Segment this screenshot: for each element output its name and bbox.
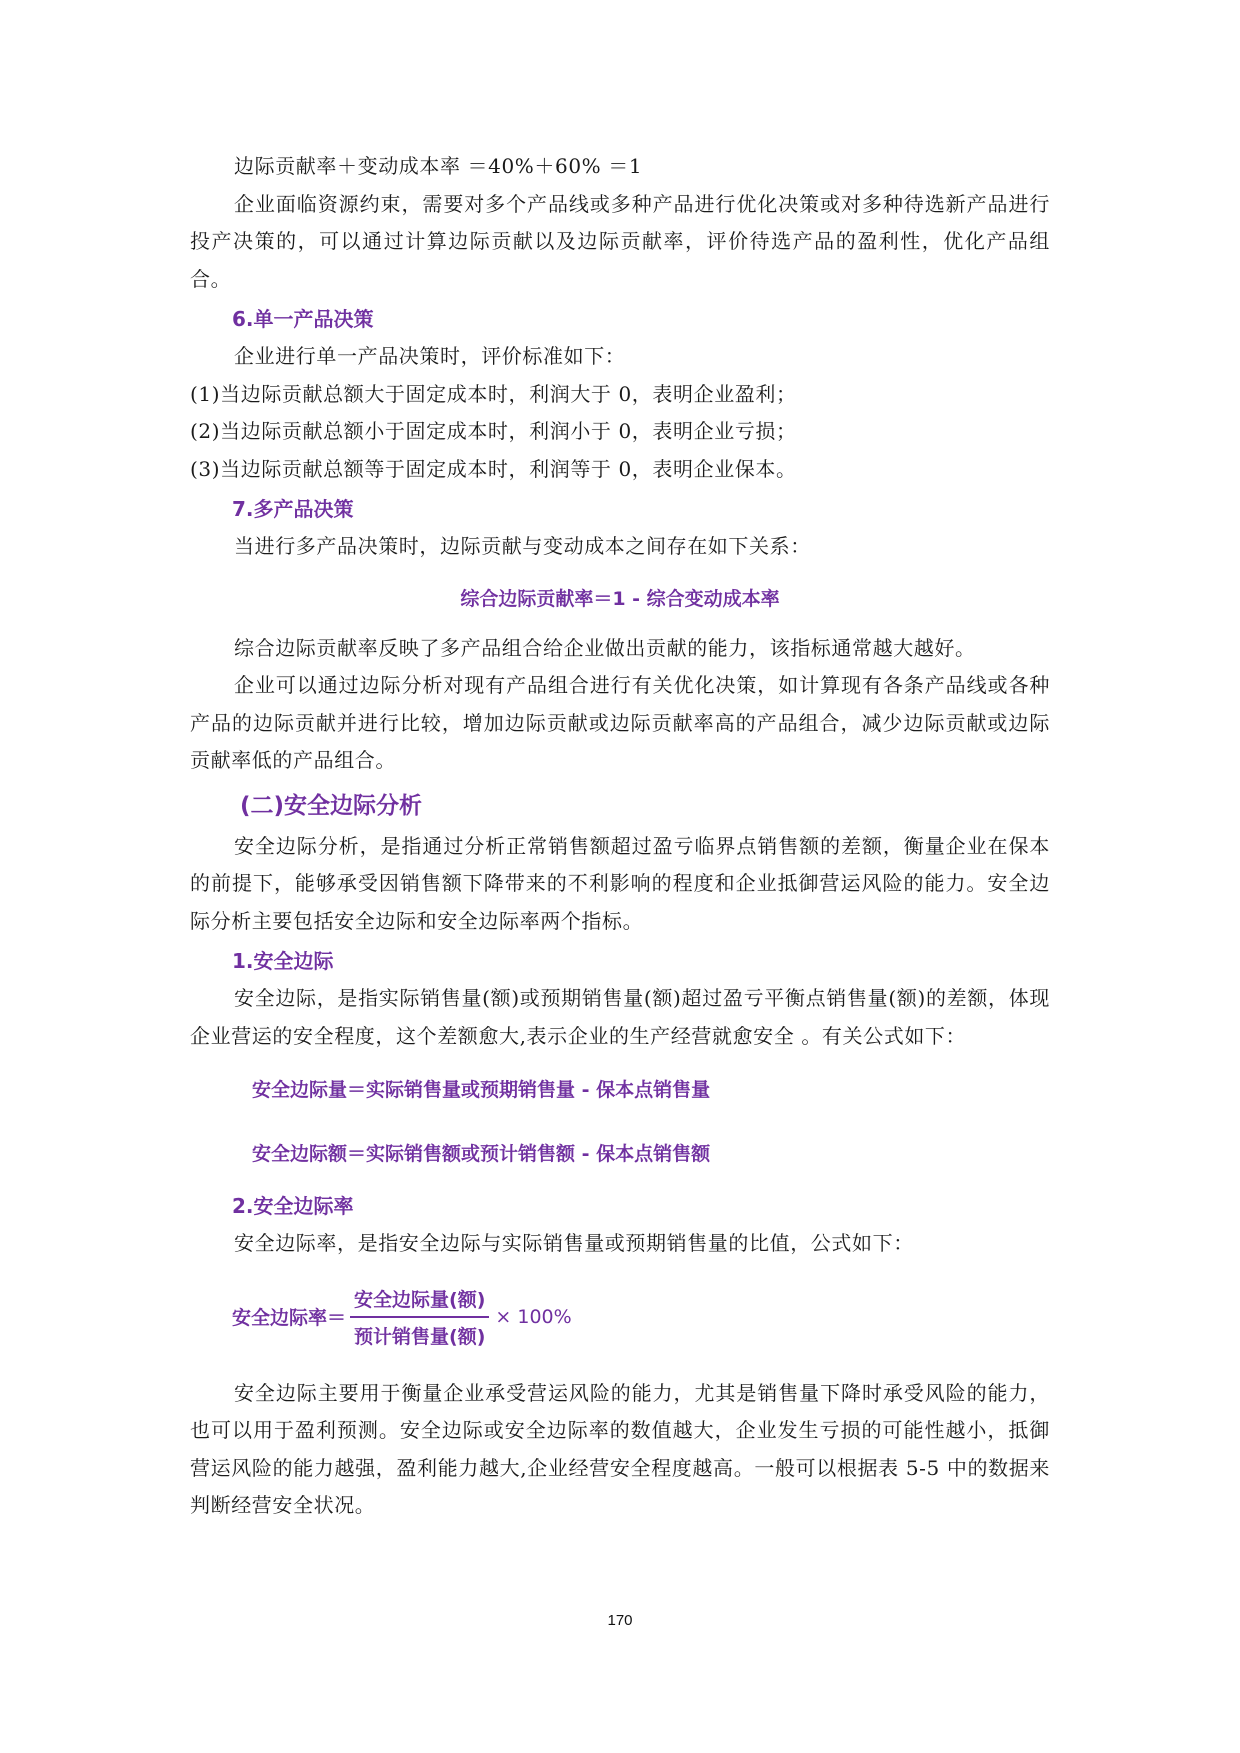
paragraph: 当进行多产品决策时，边际贡献与变动成本之间存在如下关系： <box>234 534 811 558</box>
formula-line: 边际贡献率＋变动成本率 ＝40%＋60% ＝1 <box>234 154 643 178</box>
paragraph: 安全边际分析，是指通过分析正常销售额超过盈亏临界点销售额的差额，衡量企业在保本的前提下，能够承受因销售额下降带来的不利影响的程度和企业抵御营运风险的能力。安全边际分析主要包括安全边际和安全边际率两个指标。 <box>190 833 1050 933</box>
formula-left: 安全边际率＝ <box>232 1307 347 1329</box>
paragraph: 安全边际率，是指安全边际与实际销售量或预期销售量的比值，公式如下： <box>234 1231 914 1255</box>
formula-multiplier: × 100% <box>495 1305 572 1328</box>
section-heading: 2.安全边际率 <box>232 1194 354 1218</box>
paragraph: 企业进行单一产品决策时，评价标准如下： <box>234 344 626 368</box>
paragraph: 企业面临资源约束，需要对多个产品线或多种产品进行优化决策或对多种待选新产品进行投产决策的，可以通过计算边际贡献以及边际贡献率，评价待选产品的盈利性，优化产品组合。 <box>190 191 1050 291</box>
fraction <box>350 1285 489 1349</box>
list-item: (2)当边际贡献总额小于固定成本时，利润小于 0，表明企业亏损； <box>190 419 797 443</box>
fraction-numerator: 安全边际量(额) <box>350 1285 489 1318</box>
fraction-denominator: 预计销售量(额) <box>354 1325 486 1348</box>
section-heading: 1.安全边际 <box>232 949 334 973</box>
paragraph: 企业可以通过边际分析对现有产品组合进行有关优化决策，如计算现有各条产品线或各种产品的边际贡献并进行比较，增加边际贡献或边际贡献率高的产品组合，减少边际贡献或边际贡献率低的产品组合。 <box>190 673 1050 772</box>
paragraph: 安全边际主要用于衡量企业承受营运风险的能力，尤其是销售量下降时承受风险的能力，也可以用于盈利预测。安全边际或安全边际率的数值越大，企业发生亏损的可能性越小，抵御营运风险的能力越强，盈利能力越大,企业经营安全程度越高。一般可以根据表 5-5 中的数据来判断经营安全状况。 <box>190 1380 1050 1517</box>
list-item: (3)当边际贡献总额等于固定成本时，利润等于 0，表明企业保本。 <box>190 456 797 481</box>
formula: 综合边际贡献率＝1 - 综合变动成本率 <box>460 587 780 610</box>
page-body <box>190 148 1050 1525</box>
chapter-heading: (二)安全边际分析 <box>240 792 423 819</box>
formula: 安全边际额＝实际销售额或预计销售额 - 保本点销售额 <box>252 1143 711 1165</box>
paragraph: 综合边际贡献率反映了多产品组合给企业做出贡献的能力，该指标通常越大越好。 <box>234 635 976 660</box>
section-heading: 7.多产品决策 <box>232 497 354 521</box>
formula: 安全边际量＝实际销售量或预期销售量 - 保本点销售量 <box>252 1079 711 1101</box>
list-item: (1)当边际贡献总额大于固定成本时，利润大于 0，表明企业盈利； <box>190 381 797 406</box>
section-heading: 6.单一产品决策 <box>232 307 374 331</box>
fraction-formula <box>232 1285 1050 1349</box>
page-number: 170 <box>607 1612 633 1629</box>
paragraph: 安全边际，是指实际销售量(额)或预期销售量(额)超过盈亏平衡点销售量(额)的差额，体现企业营运的安全程度，这个差额愈大,表示企业的生产经营就愈安全 。有关公式如下： <box>190 986 1050 1048</box>
